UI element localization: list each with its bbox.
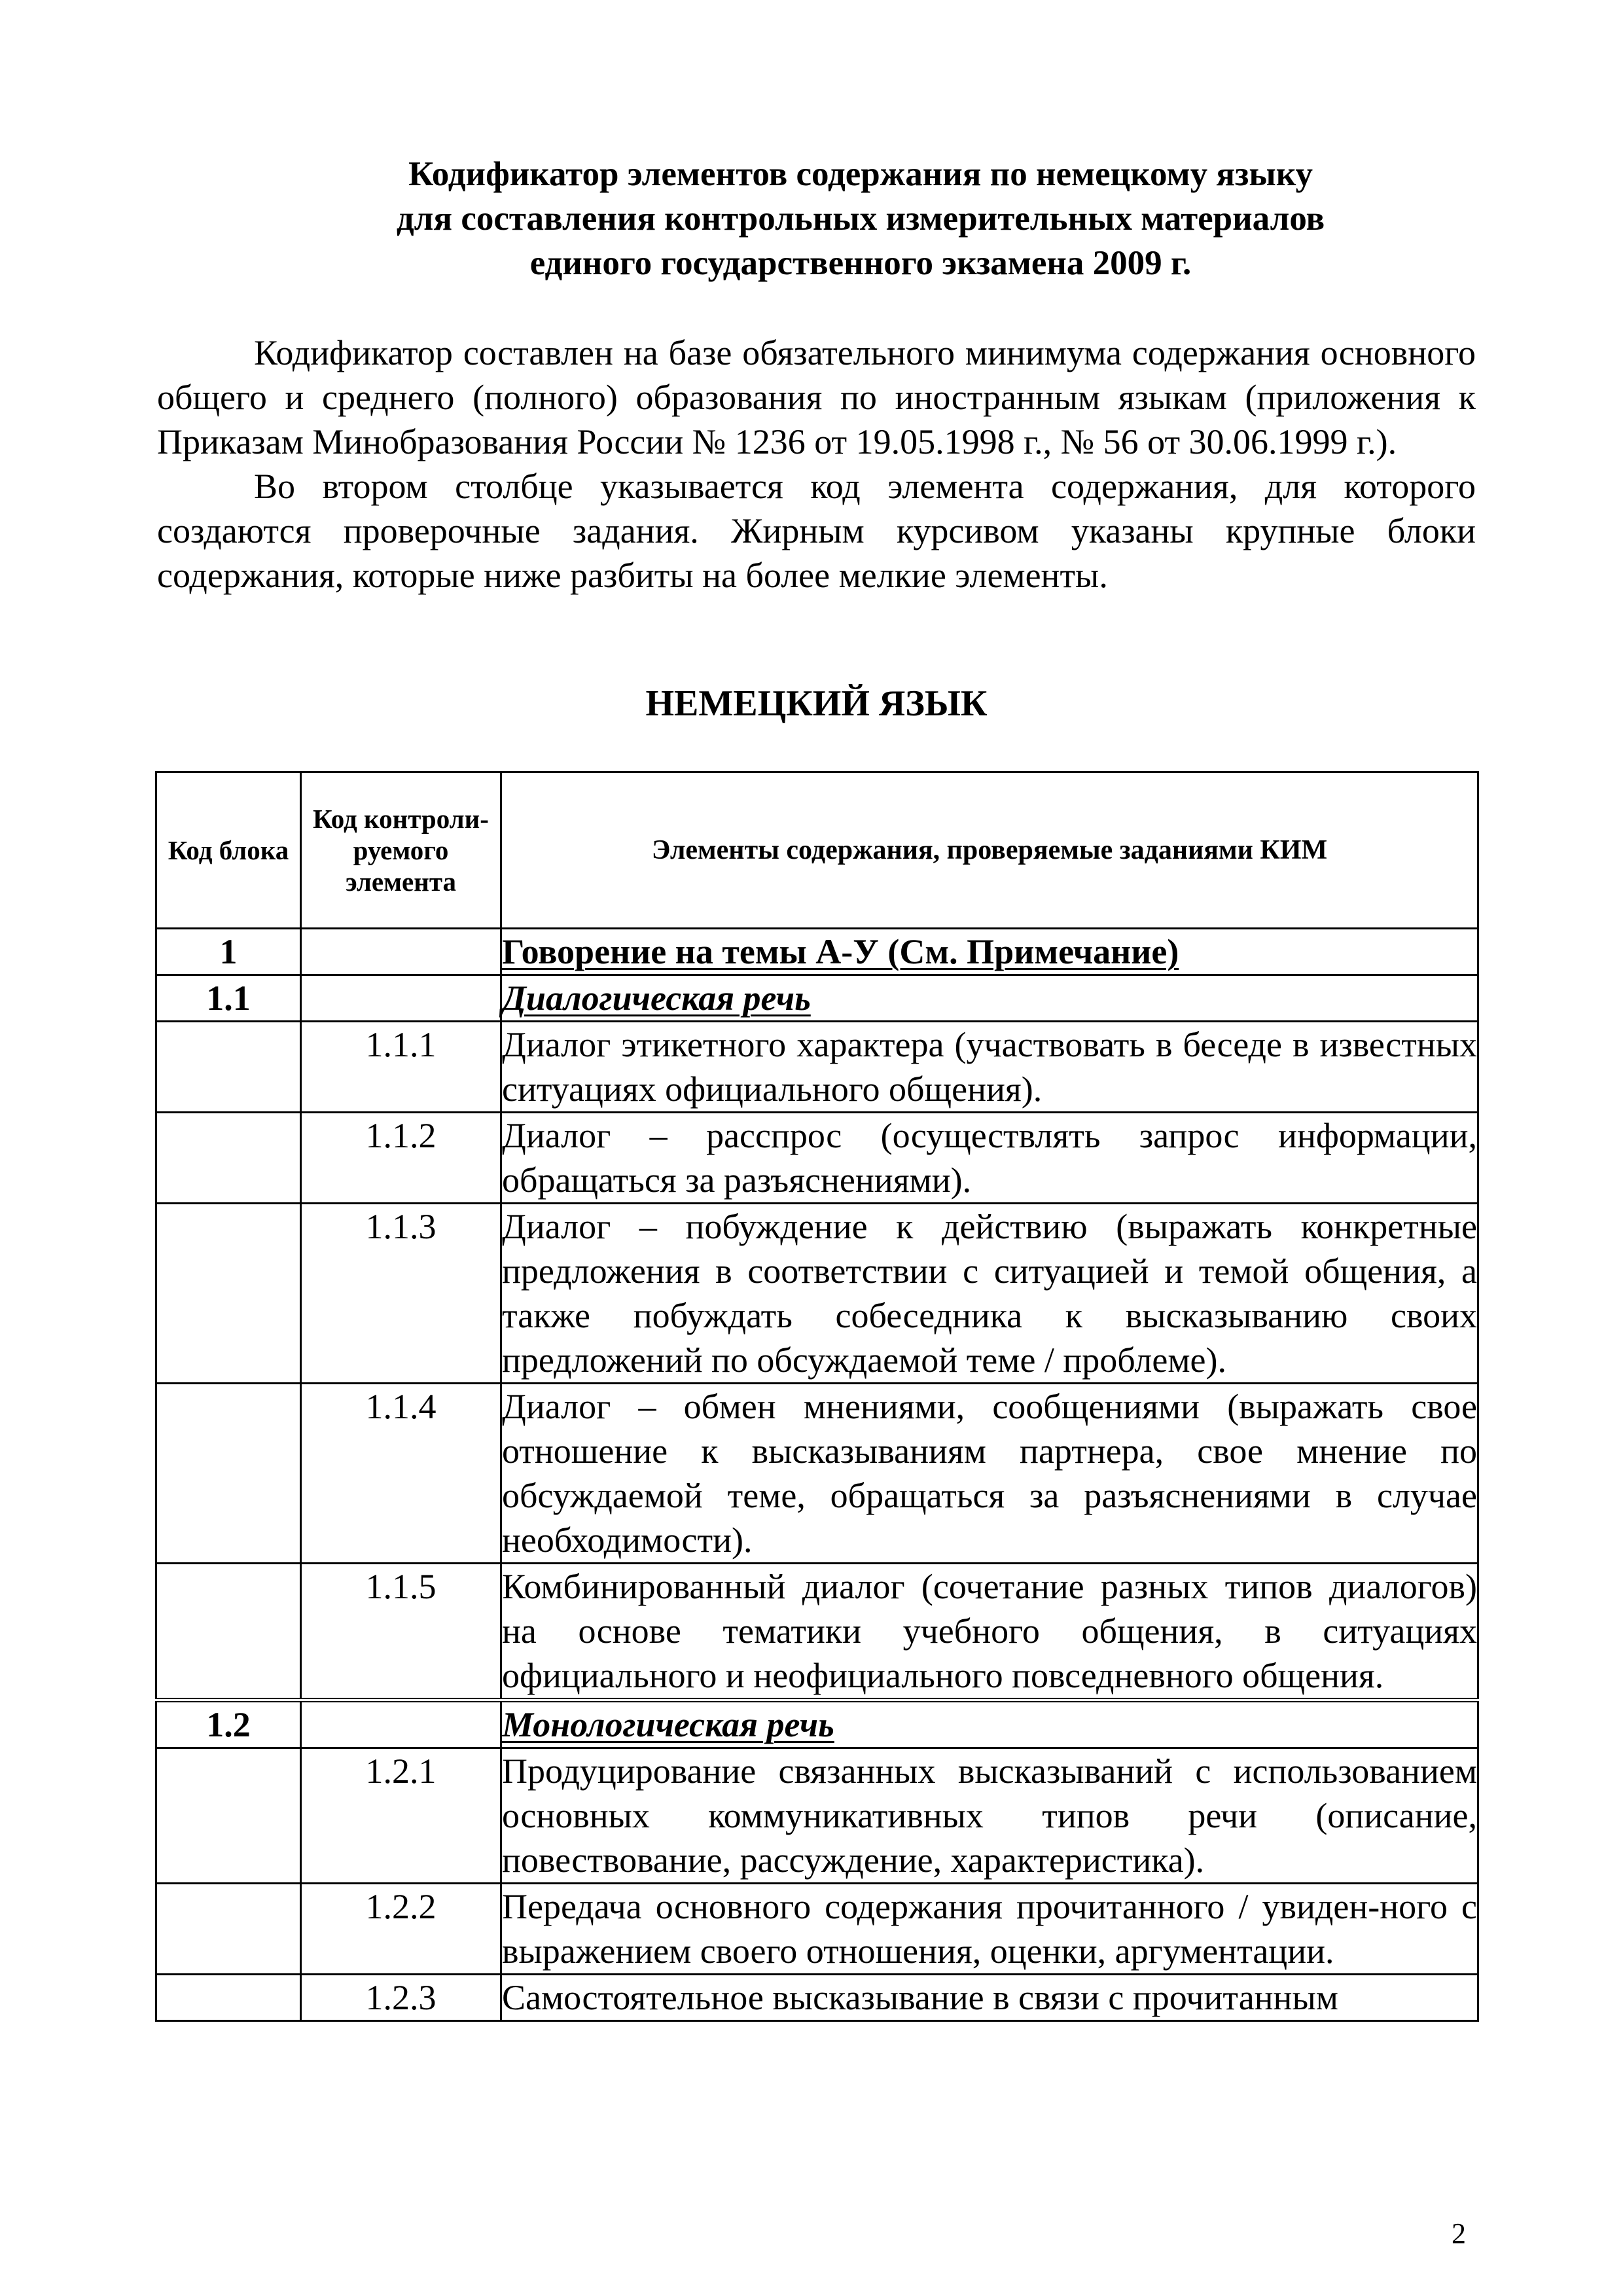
page-number: 2	[1452, 2217, 1466, 2250]
block-code-cell	[156, 1884, 301, 1975]
table-row	[156, 1700, 1478, 1748]
content-cell: Монологическая речь	[501, 1700, 1478, 1748]
block-code-cell	[156, 1204, 301, 1384]
table-row	[156, 1022, 1478, 1113]
element-code-cell: 1.1.4	[301, 1384, 501, 1564]
content-cell: Диалог – побуждение к действию (выражать конкретные предложения в соответствии с ситуацией и темой общения, а также побуждать собеседника к высказыванию своих предложений по обсуждаемой теме / проблеме).	[501, 1204, 1478, 1384]
table-row	[156, 1384, 1478, 1564]
table-row	[156, 1975, 1478, 2021]
block-code-cell	[156, 1975, 301, 2021]
table-row	[156, 1748, 1478, 1884]
block-code-cell	[156, 1022, 301, 1113]
content-cell: Продуцирование связанных высказываний с использованием основных коммуникативных типов речи (описание, повествование, рассуждение, характеристика).	[501, 1748, 1478, 1884]
table-row	[156, 1564, 1478, 1700]
intro-text	[157, 331, 1476, 598]
block-code-cell: 1.2	[156, 1700, 301, 1748]
title-line-3: единого государственного экзамена 2009 г.	[529, 244, 1192, 282]
content-cell: Диалог этикетного характера (участвовать в беседе в известных ситуациях официального общения).	[501, 1022, 1478, 1113]
content-cell: Говорение на темы А-У (См. Примечание)	[501, 929, 1478, 975]
content-cell: Диалог – обмен мнениями, сообщениями (выражать свое отношение к высказываниям партнера, свое мнение по обсуждаемой теме, обращаться за разъяснениями в случае необходимости).	[501, 1384, 1478, 1564]
element-code-cell: 1.1.2	[301, 1113, 501, 1204]
content-cell: Самостоятельное высказывание в связи с прочитанным	[501, 1975, 1478, 2021]
table-row	[156, 929, 1478, 975]
header-block-code: Код блока	[156, 772, 301, 929]
section-title: НЕМЕЦКИЙ ЯЗЫК	[645, 683, 988, 724]
element-code-cell: 1.1.1	[301, 1022, 501, 1113]
element-code-cell: 1.1.3	[301, 1204, 501, 1384]
element-code-cell	[301, 975, 501, 1022]
table-row	[156, 975, 1478, 1022]
header-content: Элементы содержания, проверяемые заданиями КИМ	[501, 772, 1478, 929]
intro-paragraph-2: Во втором столбце указывается код элемента содержания, для которого создаются проверочные задания. Жирным курсивом указаны крупные блоки содержания, которые ниже разбиты на более мелкие элементы.	[157, 467, 1476, 595]
content-cell: Комбинированный диалог (сочетание разных типов диалогов) на основе тематики учебного общения, в ситуациях официального и неофициального повседневного общения.	[501, 1564, 1478, 1700]
element-code-cell: 1.1.5	[301, 1564, 501, 1700]
content-cell: Диалогическая речь	[501, 975, 1478, 1022]
codifier-table	[155, 771, 1479, 2022]
table-header-row	[156, 772, 1478, 929]
block-code-cell	[156, 1748, 301, 1884]
content-cell: Передача основного содержания прочитанного / увиден-ного с выражением своего отношения, оценки, аргументации.	[501, 1884, 1478, 1975]
table-row	[156, 1884, 1478, 1975]
block-code-cell: 1.1	[156, 975, 301, 1022]
element-code-cell: 1.2.1	[301, 1748, 501, 1884]
element-code-cell: 1.2.2	[301, 1884, 501, 1975]
title-line-2: для составления контрольных измерительных материалов	[396, 200, 1325, 238]
document-title	[340, 152, 1381, 285]
table-row	[156, 1204, 1478, 1384]
block-code-cell	[156, 1564, 301, 1700]
element-code-cell: 1.2.3	[301, 1975, 501, 2021]
element-code-cell	[301, 929, 501, 975]
intro-paragraph-1: Кодификатор составлен на базе обязательного минимума содержания основного общего и среднего (полного) образования по иностранным языкам (приложения к Приказам Минобразования России № 1236 от 19.05.1998 г., № 56 от 30.06.1999 г.).	[157, 333, 1476, 461]
content-cell: Диалог – расспрос (осуществлять запрос информации, обращаться за разъяснениями).	[501, 1113, 1478, 1204]
table-row	[156, 1113, 1478, 1204]
title-line-1: Кодификатор элементов содержания по немецкому языку	[408, 155, 1313, 193]
element-code-cell	[301, 1700, 501, 1748]
header-element-code: Код контроли-руемого элемента	[301, 772, 501, 929]
block-code-cell	[156, 1384, 301, 1564]
block-code-cell	[156, 1113, 301, 1204]
block-code-cell: 1	[156, 929, 301, 975]
